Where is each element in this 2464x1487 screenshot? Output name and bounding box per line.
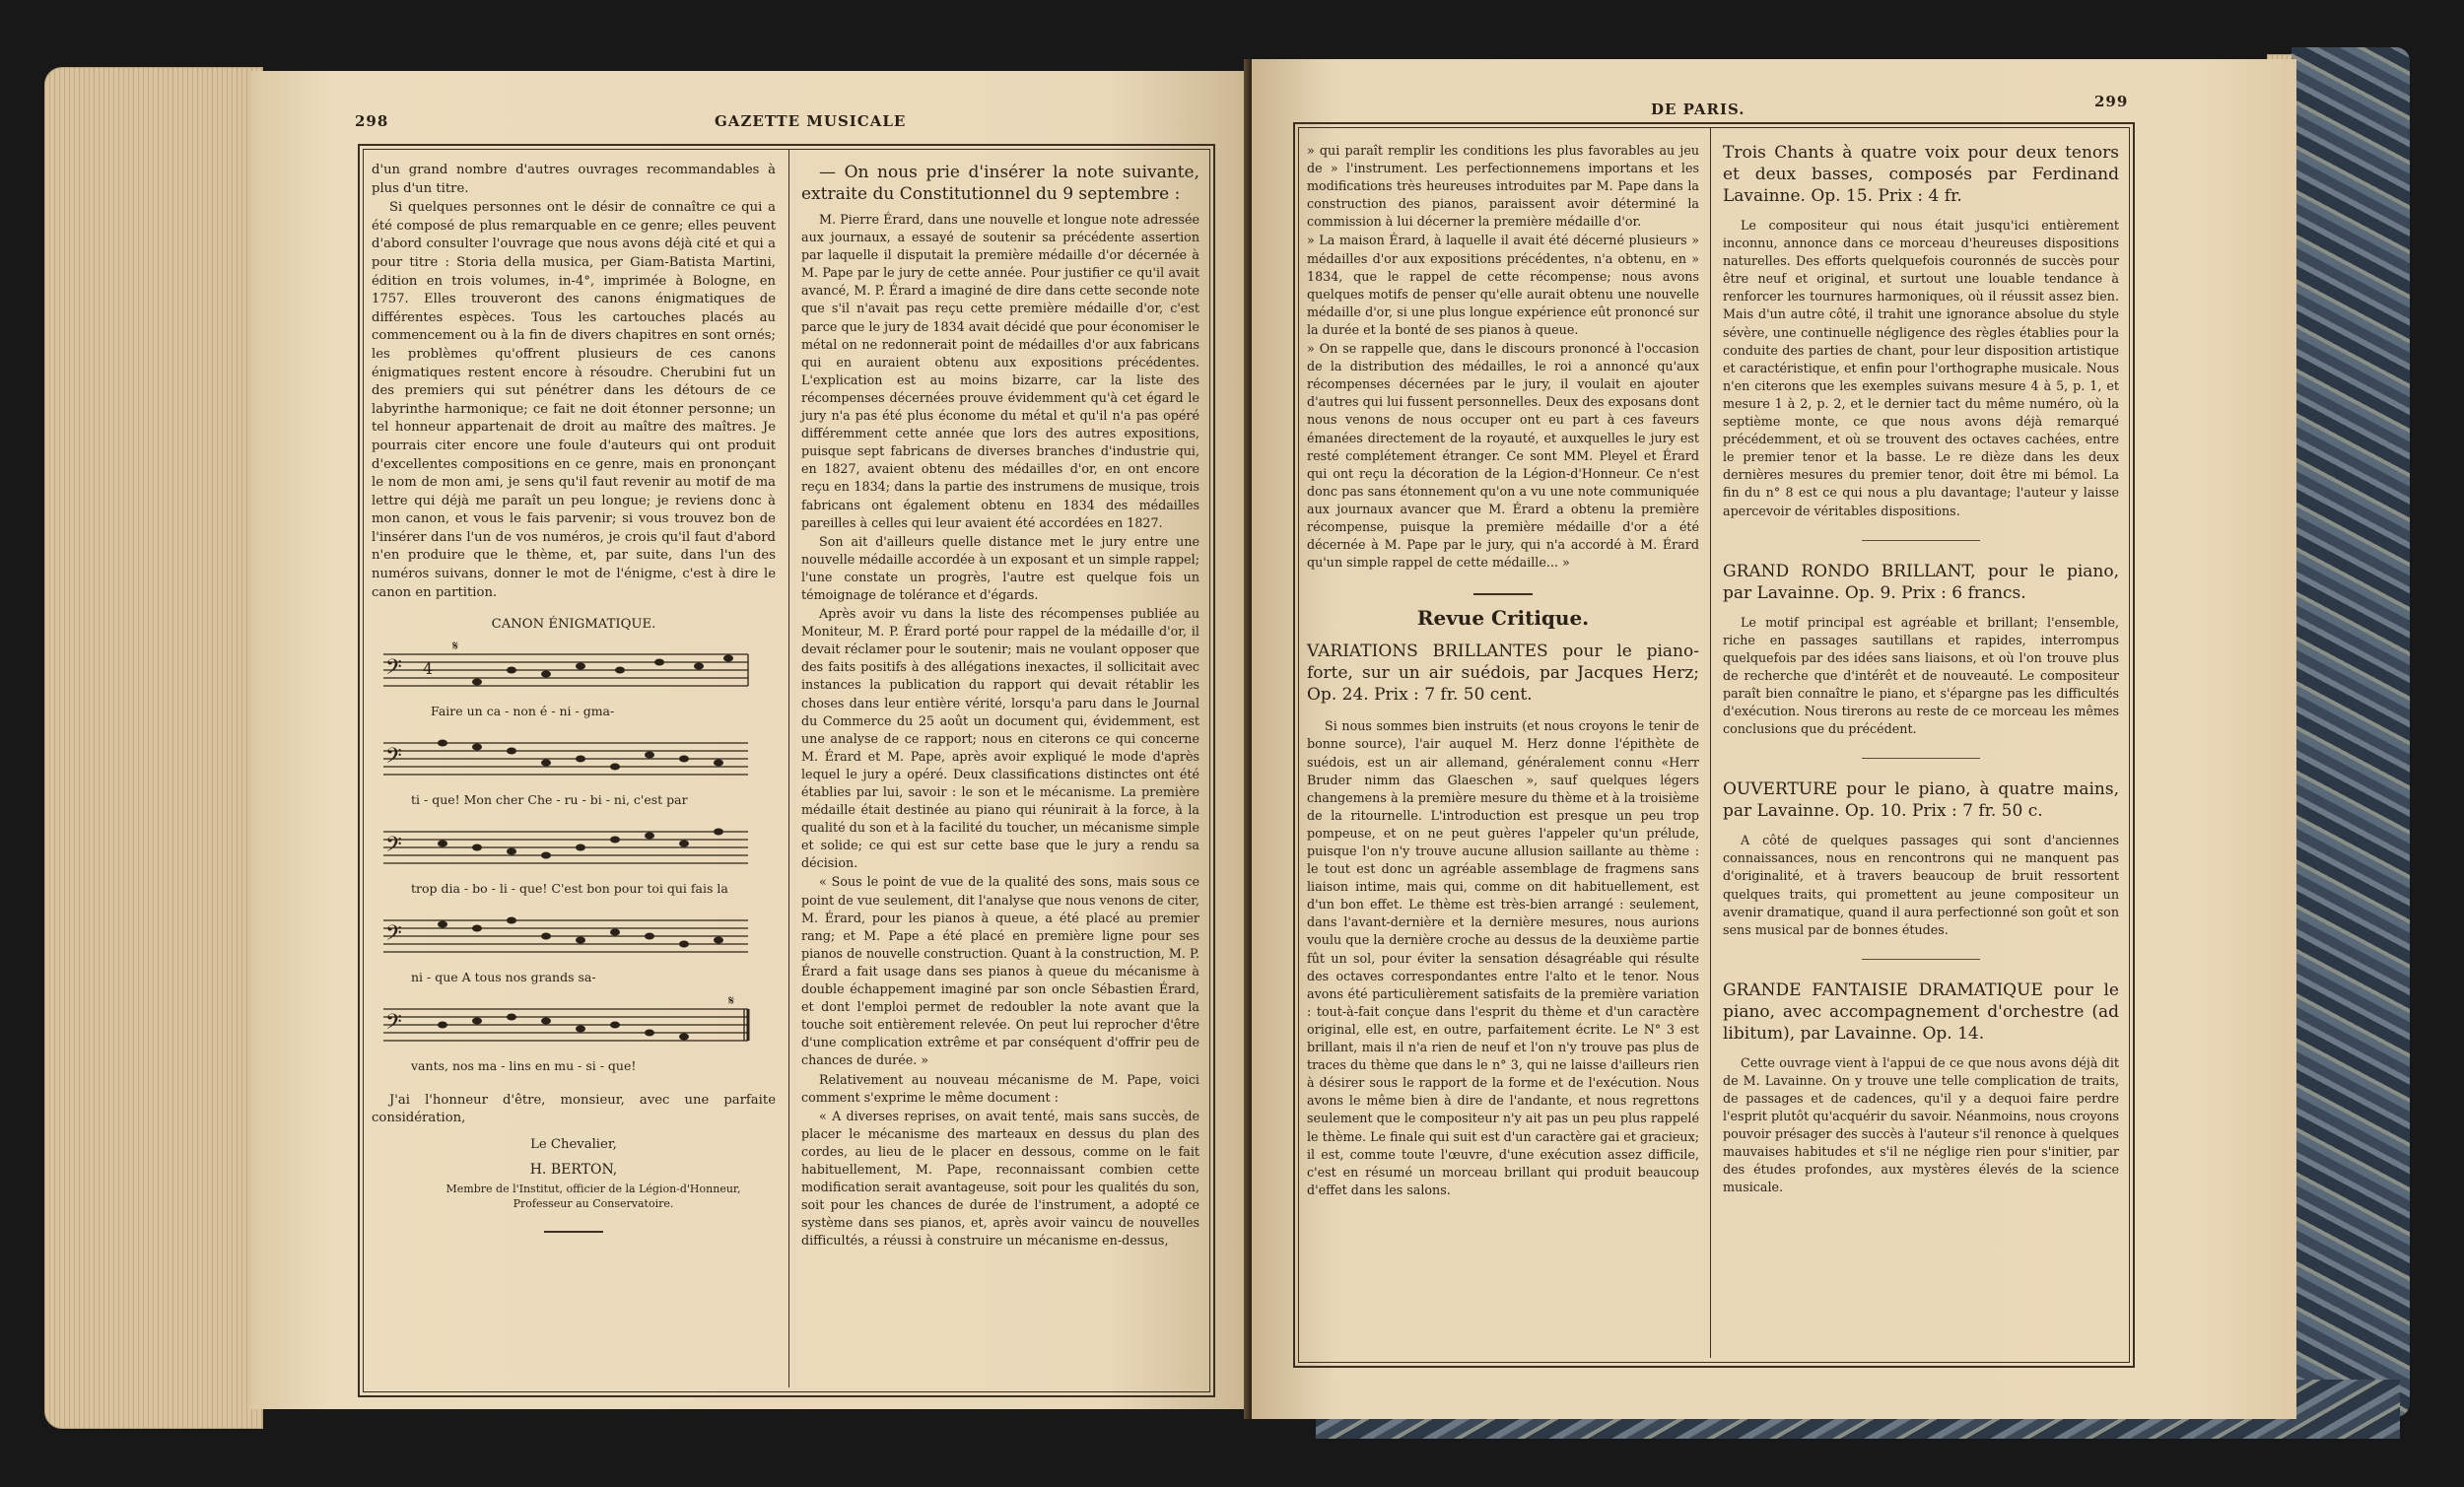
canon-title: CANON ÉNIGMATIQUE. [491,617,656,633]
paragraph: M. Pierre Érard, dans une nouvelle et longue note adressée aux journaux, a essayé de soutenir sa précédente assertion par laquelle il disputait la première médaille d'or décernée à M. Pape par le jury de cette année. Pour justifier ce qu'il avait avancé, M. P. Érard a imaginé de dire dans cette seconde note que s'il n'avait pas reçu cette première médaille d'or, c'est parce que le jury de 1834 avait décidé que pour économiser le métal on ne redonnerait point de médailles d'or aux fabricans qui en auraient obtenu aux expositions précédentes. L'explication est au moins bizarre, car la liste des récompenses décernées prouve évidemment qu'à cet égard le jury n'a pas été plus économe du métal et qu'il n'a pas opéré différemment cette année que lors des autres expositions, puisque sept fabricans de diverses branches d'industrie qui, en 1827, avaient obtenu des médailles d'or, en ont encore reçu en 1834; dans la partie des instrumens de musique, trois fabricans ont également obtenu en 1834 des médailles pareilles à celles qui leur avaient été accordées en 1827. [801,212,1199,530]
review-title: VARIATIONS BRILLANTES pour le piano-forte, sur un air suédois, par Jacques Herz; Op. 24. Prix : 7 fr. 50 cent. [1307,642,1699,706]
paragraph: » On se rappelle que, dans le discours prononcé à l'occasion de la distribution des médailles, le roi a annoncé qu'aux récompenses décernées par le jury, il voulait en ajouter d'autres qui lui fussent personnelles. Deux des exposans dont nous venons de nous occuper ont eu part à ces faveurs émanées directement de la royauté, et auxquelles le jury est resté complétement étranger. Ce sont MM. Pleyel et Érard qui ont reçu la décoration de la Légion-d'Honneur. Ce n'est donc pas sans étonnement qu'on a vu une note communiquée aux journaux avancer que M. Érard a obtenu la première récompense, puisque la première médaille d'or a été décernée à M. Pape par le jury, qui n'a accordé à M. Érard qu'un simple rappel de cette médaille... » [1307,341,1699,571]
running-head-left: GAZETTE MUSICALE [715,112,907,130]
paragraph: Si quelques personnes ont le désir de connaître ce qui a été composé de plus remarquable en ce genre; elles peuvent d'abord consulter l'ouvrage que nous avons déjà cité et qui a pour titre : Storia della musica, per Giam-Batista Martini, édition en trois volumes, in-4°, imprimée à Bologne, en 1757. Elles trouveront des canons énigmatiques de différentes espèces. Tous les cartouches placés au commencement ou à la fin de divers chapitres en sont ornés; les problèmes qu'offrent plusieurs de ces canons énigmatiques restent encore à résoudre. Cherubini fut un des premiers qui sut pénétrer dans les détours de ce labyrinthe harmonique; ce fait ne doit étonner personne; un tel honneur appartenait de droit au maître des maîtres. Je pourrais citer encore une foule d'auteurs qui ont produit d'excellentes compositions en ce genre, mais en prononçant le nom de mon ami, je sens qu'il faut revenir au motif de ma lettre qui déjà me paraît un peu longue; je reviens donc à mon canon, et vous le fais parvenir; si vous trouvez bon de l'insérer dans l'un de vos numéros, je crois qu'il faut d'abord n'en produire que le thème, et, par suite, dans l'un des numéros suivans, donner le mot de l'énigme, c'est à dire le canon en partition. [372,200,776,600]
left-page-column-2 [801,162,1199,1250]
svg-text:𝄢: 𝄢 [385,832,402,862]
page-number-right: 299 [2094,93,2129,110]
review-body: Cette ouvrage vient à l'appui de ce que nous avons déjà dit de M. Lavainne. On y trouve une telle complication de traits, de passages et de cadences, qu'il y a dequoi faire perdre l'esprit plutôt qu'acquérir du savoir. Néanmoins, nous croyons pouvoir présager des succès à l'auteur s'il renonce à quelques mauvaises habitudes et s'il ne néglige rien pour s'initier, par des études profondes, aux mystères élevés de la science musicale. [1723,1054,2119,1195]
review-body: Le motif principal est agréable et brillant; l'ensemble, riche en passages sautillans et rapides, interrompus quelquefois par des idées sans liaisons, et où l'on trouve plus de recherche que d'intérêt et de nouveauté. Le compositeur paraît bien connaître le piano, et s'épargne pas les difficultés d'exécution. Nous tirerons au reste de ce morceau les mêmes conclusions que du précédent. [1723,614,2119,737]
music-staff [372,995,776,1082]
marbled-cover-right [2292,47,2410,1417]
column-rule-right [1710,128,1711,1358]
signature: H. BERTON, [529,1161,618,1178]
paragraph: « Sous le point de vue de la qualité des sons, mais sous ce point de vue seulement, dit l'analyse que nous venons de citer, M. Érard, pour les pianos à queue, a été placé au premier rang; et M. Pape a été placé en première ligne pour ses pianos de nouvelle construction. Quant à la construction, M. P. Érard a fait usage dans ses pianos à queue du mécanisme à double échappement imaginé par son oncle Sébastien Érard, et dont l'emploi permet de redoubler la note avant que la touche soit entièrement relevée. On peut lui reprocher d'être d'une complication extrême et par conséquent d'offrir peu de chances de durée. » [801,874,1199,1068]
music-staff [372,818,776,905]
svg-text:𝄢: 𝄢 [385,654,402,685]
svg-text:4: 4 [423,658,434,678]
canon-lyric: trop dia - bo - li - que! C'est bon pour toi qui fais la [411,880,728,896]
salutation: Le Chevalier, [530,1137,617,1153]
canon-lyric: vants, nos ma - lins en mu - si - que! [411,1057,637,1073]
review-title: OUVERTURE pour le piano, à quatre mains, par Lavainne. Op. 10. Prix : 7 fr. 50 c. [1723,779,2119,822]
left-page-edges [44,67,263,1429]
left-page [251,71,1257,1409]
divider [1862,758,1980,759]
paragraph: — On nous prie d'insérer la note suivante, extraite du Constitutionnel du 9 septembre : [801,163,1199,204]
right-page [1252,59,2296,1419]
svg-text:𝄢: 𝄢 [385,1009,402,1040]
canon-lyric: ni - que A tous nos grands sa- [411,969,596,984]
review-title: GRANDE FANTAISIE DRAMATIQUE pour le piano, avec accompagnement d'orchestre (ad libitum), par Lavainne. Op. 14. [1723,980,2119,1044]
paragraph: Après avoir vu dans la liste des récompenses publiée au Moniteur, M. P. Érard porté pour rappel de la médaille d'or, il devait réclamer pour le soutenir; mais ne voulant opposer que des faits positifs à des allégations inexactes, il sollicitait avec instances la publication du rapport qui devait rétablir les choses dans leur entière vérité, lorsqu'a paru dans le Journal du Commerce du 25 août un document qui, évidemment, est une analyse de ce rapport; nous en citerons ce qui concerne M. Érard et M. Pape, après avoir expliqué le mode d'après lequel le jury a opéré. Deux classifications distinctes ont été établies par lui, savoir : le son et le mécanisme. La première médaille était destinée au piano qui réunirait à la force, à la qualité du son et à la facilité du toucher, un mécanisme simple et solide; ce qui est sur cette base que le jury a rendu sa décision. [801,606,1199,871]
music-staff [372,907,776,993]
divider [1473,593,1533,595]
paragraph: Relativement au nouveau mécanisme de M. Pape, voici comment s'exprime le même document : [801,1071,1199,1105]
canon-lyric: ti - que! Mon cher Che - ru - bi - ni, c'est par [411,791,688,807]
divider [544,1231,603,1233]
paragraph: « A diverses reprises, on avait tenté, mais sans succès, de placer le mécanisme des marteaux en dessus du plan des cordes, au lieu de le placer en dessous, comme on le fait habituellement, M. Pape, reconnaissant combien cette modification serait avantageuse, soit pour les qualités du son, soit pour les chances de durée de l'instrument, a adopté ce système dans ses pianos, et, après avoir vaincu de nouvelles difficultés, a réussi à construire un mécanisme en-dessus, [801,1108,1199,1249]
review-title: GRAND RONDO BRILLANT, pour le piano, par Lavainne. Op. 9. Prix : 6 francs. [1723,561,2119,603]
section-heading: Revue Critique. [1416,606,1590,631]
left-page-column-1 [372,162,776,1247]
svg-text:𝄋: 𝄋 [452,640,459,654]
svg-text:𝄢: 𝄢 [385,920,402,951]
review-body: Si nous sommes bien instruits (et nous croyons le tenir de bonne source), l'air auquel M. Herz donne l'épithète de suédois, est un air allemand, généralement connu «Herr Bruder nimm das Glaeschen », sauf quelques légers changemens à la première mesure du thème et à la troisième de la ritournelle. L'introduction est presque un peu trop pompeuse, et on ne peut guères l'appeler qu'un prélude, puisque l'on n'y trouve aucune allusion saillante au thème : le tout est donc un agréable assemblage de fragmens sans liaison intime, mais qui, comme on dit habituellement, est d'un bon effet. Le thème est très-bien arrangé : seulement, dans l'avant-dernière et la dernière mesures, nous aurions voulu que la dernière croche au dessus de la deuxième partie fût un sol, pour éviter la sensation désagréable qui résulte des octaves correspondantes entre l'alto et le tenor. Nous avons été particulièrement satisfaits de la première variation : tout-à-fait conçue dans l'esprit du thème et d'un caractère original, elle est, en outre, parfaitement écrite. Le N° 3 est brillant, mais il n'a rien de neuf et l'on n'y trouve pas plus de traces du thème que dans le n° 3, qui ne laisse d'ailleurs rien à désirer sous le rapport de la forme et de l'exécution. Nous avons le même bien à dire de l'andante, et nous regrettons seulement que le compositeur n'y ait pas un peu plus rappelé le thème. Le finale qui suit est d'un caractère gai et gracieux; il est, comme toute l'œuvre, d'une exécution assez difficile, c'est en résumé un morceau brillant qui produit beaucoup d'effet dans les salons. [1307,718,1699,1197]
divider [1862,959,1980,960]
review-body: Le compositeur qui nous était jusqu'ici entièrement inconnu, annonce dans ce morceau d'heureuses dispositions naturelles. Des efforts quelquefois couronnés de succès pour être neuf et original, et surtout une louable tendance à renforcer les tournures harmoniques, où il réussit assez bien. Mais d'un autre côté, il trahit une ignorance absolue du style sévère, une continuelle négligence des règles établies pour la conduite des parties de chant, pour leur disposition artistique et caractéristique, et enfin pour l'orthographe musicale. Nous n'en citerons que les exemples suivans mesure 4 à 5, p. 1, et mesure 1 à 2, p. 2, et le dernier tact du même numéro, où la septième monte, ce que nous avons déjà remarqué précédemment, et où se trouvent des octaves cachées, entre le premier tenor et la basse. Le re dièze dans les deux dernières mesures du premier tenor, doit être mi bémol. La fin du n° 8 est ce qui nous a plu davantage; l'auteur y laisse apercevoir de véritables dispositions. [1723,218,2119,518]
closing-line: J'ai l'honneur d'être, monsieur, avec une parfaite considération, [372,1092,776,1126]
paragraph: d'un grand nombre d'autres ouvrages recommandables à plus d'un titre. [372,163,776,196]
music-staff [372,729,776,816]
running-head-right: DE PARIS. [1651,101,1745,118]
paragraph: » La maison Érard, à laquelle il avait été décerné plusieurs » médailles d'or aux expositions précédentes, n'a obtenu, en » 1834, que le rappel de cette récompense; nous avons quelques motifs de penser qu'elle aurait obtenu une nouvelle médaille d'or, si une plus longue expérience eût prononcé sur la durée et la bonté de ses pianos à queue. [1307,233,1699,337]
page-number-left: 298 [355,112,389,130]
svg-text:𝄋: 𝄋 [728,994,735,1009]
music-staff [372,641,776,727]
svg-text:𝄢: 𝄢 [385,743,402,774]
review-title: Trois Chants à quatre voix pour deux tenors et deux basses, composés par Ferdinand Lavainne. Op. 15. Prix : 4 fr. [1723,143,2119,206]
canon-score [372,641,776,1082]
signature-title: Membre de l'Institut, officier de la Légion-d'Honneur, Professeur au Conservatoire. [445,1183,741,1211]
paragraph: Son ait d'ailleurs quelle distance met le jury entre une nouvelle médaille accordée à un exposant et un simple rappel; l'une constate un progrès, l'autre est quelque fois un témoignage de tolérance et d'égards. [801,533,1199,602]
right-page-column-2 [1723,142,2119,1198]
right-page-column-1 [1307,142,1699,1200]
canon-lyric: Faire un ca - non é - ni - gma- [431,703,615,718]
column-rule-left [788,150,789,1387]
divider [1862,540,1980,541]
review-body: A côté de quelques passages qui sont d'anciennes connaissances, nous en rencontrons qui ne manquent pas d'originalité, et à travers beaucoup de bruit ressortent quelques traits, qui promettent au jeune compositeur un avenir dramatique, quand il aura perfectionné son goût et son sens musical par de bonnes études. [1723,833,2119,937]
paragraph: » qui paraît remplir les conditions les plus favorables au jeu de » l'instrument. Les perfectionnemens importans et les modifications très heureuses introduites par M. Pape dans la construction des pianos, paraissent avoir déterminé la commission à lui décerner la première médaille d'or. [1307,143,1699,230]
